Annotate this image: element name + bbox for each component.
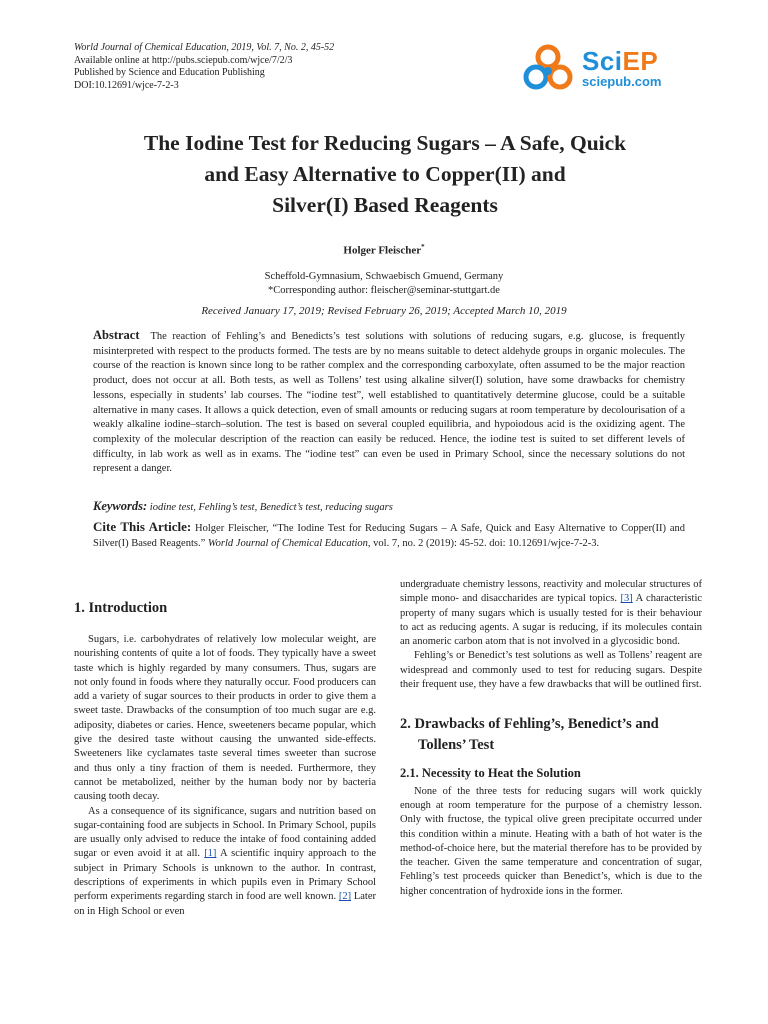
intro-paragraph-2: As a consequence of its significance, sugars and nutrition based on sugar-containing food are subjects in School. In Primary School, pupils are usually only advised to reduce the intake of food containing added sugar or even avoid it at all. [1] A scientific inquiry approach to the subject in Primary Schools is unknown to the author. In contrast, descriptions of experiments in which pupils even in Primary School perform experiments regarding starch in food are well known. [2] Later on in High School or even <box>74 805 377 917</box>
article-dates: Received January 17, 2019; Revised February 26, 2019; Accepted March 10, 2019 <box>201 305 567 317</box>
keywords-label: Keywords: <box>93 499 148 513</box>
corresponding-author: *Corresponding author: fleischer@seminar-stuttgart.de <box>268 284 500 296</box>
cite-label: Cite This Article: <box>93 519 192 534</box>
keywords-text: iodine test, Fehling’s test, Benedict’s test, reducing sugars <box>149 502 393 513</box>
abstract-text: The reaction of Fehling’s and Benedicts’s test solutions with solutions of reducing sugars, e.g. glucose, is frequently misinterpreted with respect to the products formed. The tests are by no means suitable to detect aldehyde groups in organic molecules. The course of the reaction is known since long to be rather complex and the corresponding carboxylate, often assumed to be the major reaction product, does not occur at all. Both tests, as well as Tollens’ test using alkaline silver(I) solution, have some drawbacks for chemistry lessons, especially in students’ lab courses. The “iodine test”, well established to quantitatively determine glucose, could be a suitable alternative in many cases. It allows a quick detection, even of small amounts or reducing sugars at room temperature by decolourisation of a weakly alkaline iodine–starch–solution. The test is based on several coupled equilibria, and hypoiodous acid is the oxidizing agent. The complexity of the molecular description of the reaction can easily be reduced. Hence, the iodine test is suited to set different levels of difficulty, in lab work as well as in exams. The “iodine test” can even be used in Primary School, since the necessary solutions do not represent a danger. <box>93 331 685 475</box>
abstract-label: Abstract <box>93 328 140 342</box>
abstract <box>93 328 685 477</box>
author-name: Holger Fleischer* <box>343 243 425 257</box>
cite-journal: World Journal of Chemical Education <box>207 538 368 549</box>
section-heading-drawbacks: 2. Drawbacks of Fehling’s, Benedict’s and Tollens’ Test <box>400 716 659 754</box>
logo-wordmark: SciEP <box>582 46 659 76</box>
title-line-1: The Iodine Test for Reducing Sugars – A Safe, Quick <box>143 131 627 155</box>
keywords <box>93 499 685 514</box>
biohazard-like-logo-icon <box>522 44 574 92</box>
affiliation-school: Scheffold-Gymnasium, Schwaebisch Gmuend, Germany <box>264 271 504 282</box>
intro-paragraph-1: Sugars, i.e. carbohydrates of relatively low molecular weight, are nourishing contents of quite a lot of foods. They typically have a sweet taste which is highly regarded by many consumers. Thus, sugars are not only found in foods where they naturally occur. Food producers can add a variety of sugar sources to their products in order to give them a sweet taste. Drawbacks of the consumption of too much sugar are e.g. adiposity, diabetes or caries. Hence, sweeteners became popular, which give the desired taste without causing the unwanted side-effects. Sweeteners like cyclamates taste several times sweeter than sucrose and thus only a tiny fraction of them is needed. Furthermore, they cannot be metabolized, neither by the human body nor by bacteria causing tooth decay. <box>74 634 376 803</box>
cite-details: , vol. 7, no. 2 (2019): 45-52. doi: 10.12691/wjce-7-2-3. <box>367 538 600 549</box>
right-paragraph-3: None of the three tests for reducing sugars will work quickly enough at room temperature for the purpose of a chemistry lesson. Only with fructose, the typical olive green precipitate occurred under this condition within a minute. Heating with a bath of hot water is the method-of-choice here, but the material therefore has to be provided by the teacher. Given the same temperature and concentration of sugar, Fehling’s test proceeds quicker than Benedict’s, which is due to the higher concentration of hydroxide ions in the former. <box>400 785 702 897</box>
sciep-logo[interactable] <box>522 44 702 94</box>
subsection-heading-heat: 2.1. Necessity to Heat the Solution <box>400 766 581 781</box>
affiliation <box>0 270 768 297</box>
reference-link-2[interactable]: [2] <box>338 891 352 903</box>
doi-line: DOI:10.12691/wjce-7-2-3 <box>74 79 179 91</box>
journal-header <box>74 42 334 92</box>
publisher-line: Published by Science and Education Publishing <box>74 67 265 79</box>
section-heading-introduction: 1. Introduction <box>74 600 168 616</box>
citation <box>93 519 685 551</box>
right-column <box>400 578 702 899</box>
logo-url: sciepub.com <box>582 74 662 89</box>
availability-line: Available online at http://pubs.sciepub.com/wjce/7/2/3 <box>74 54 293 66</box>
cite-text: Holger Fleischer, “The Iodine Test for Reducing Sugars – A Safe, Quick and Easy Alternative to Copper(II) and Silver(I) Based Reagents.” <box>93 523 685 549</box>
article-title <box>60 128 710 221</box>
right-paragraph-2: Fehling’s or Benedict’s test solutions as well as Tollens’ reagent are widespread and commonly used to test for reducing sugars. Despite their frequent use, they have a few drawbacks that will be outlined first. <box>400 650 702 691</box>
left-column <box>74 578 376 919</box>
reference-link-3[interactable]: [3] <box>620 593 633 605</box>
title-line-3: Silver(I) Based Reagents <box>272 193 498 217</box>
right-paragraph-1: undergraduate chemistry lessons, reactivity and molecular structures of simple mono- and disaccharides are typical topics. [3] A characteristic property of many sugars which is usually tested for is their behaviour to act as reducing agents. A sugar is reducing, if its molecules contain an anomeric carbon atom that is not involved in a glycosidic bond. <box>400 579 703 648</box>
reference-link-1[interactable]: [1] <box>204 848 217 860</box>
title-line-2: and Easy Alternative to Copper(II) and <box>204 162 566 186</box>
journal-citation-line: World Journal of Chemical Education, 2019, Vol. 7, No. 2, 45-52 <box>74 42 335 53</box>
